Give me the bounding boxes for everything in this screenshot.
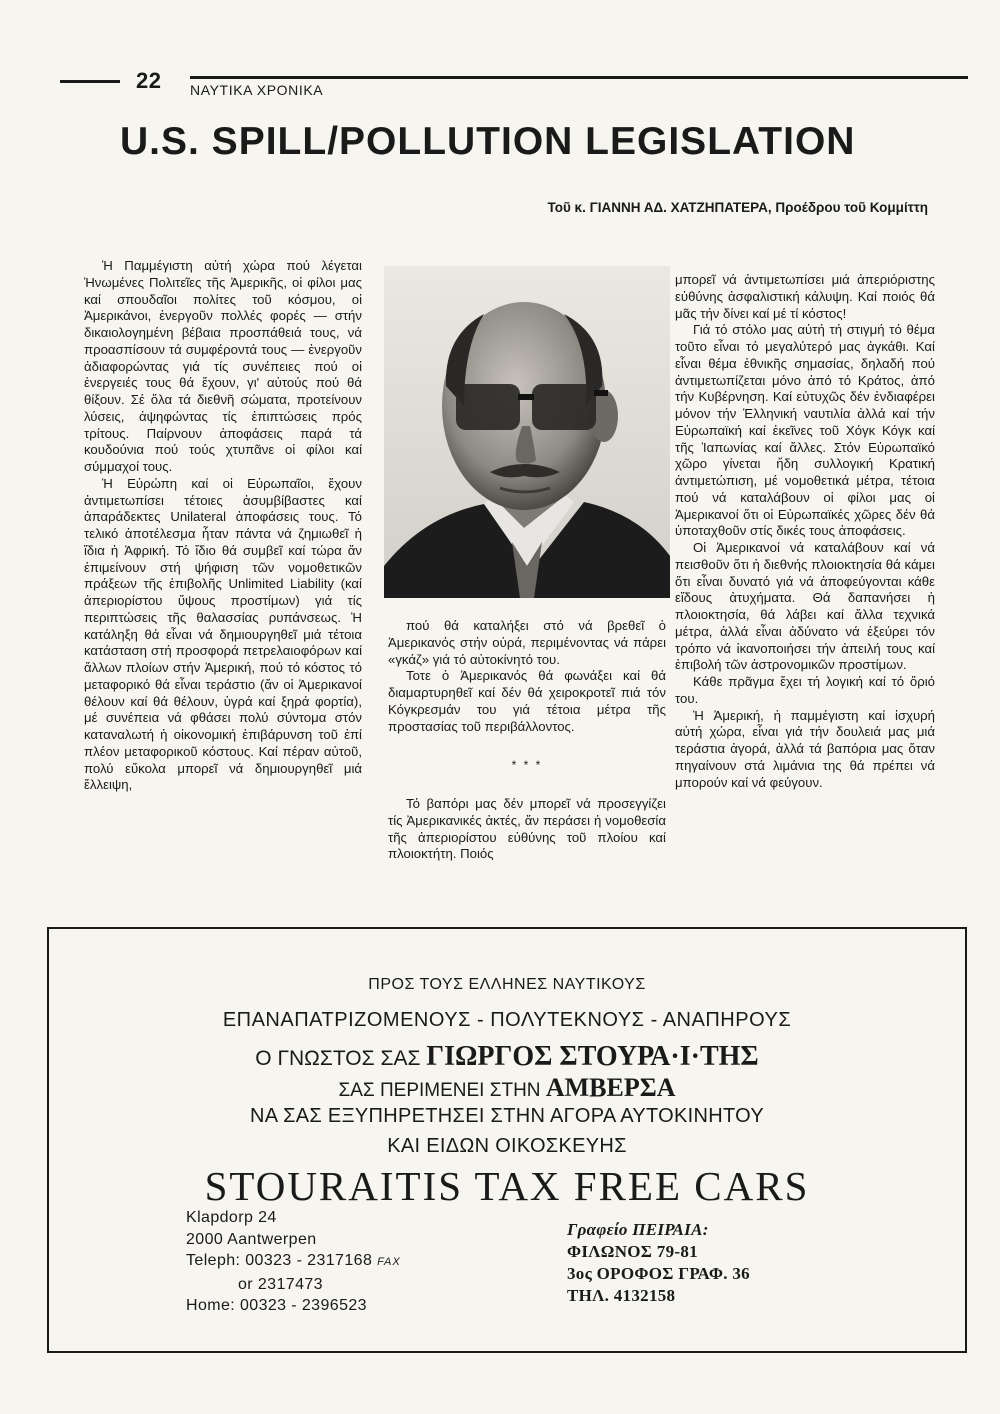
ad-office-phone: ΤΗΛ. 4132158 — [567, 1286, 676, 1305]
paragraph: Τοτε ὁ Ἀμερικανός θά φωνάξει καί θά διαμαρτυρηθεῖ καί δέν θά χειροκροτεῖ πιά τόν Κόγκρεσμάν του γιά τέτοια μέτρα τῆς προστασίας τοῦ περιβάλλοντος. — [388, 668, 666, 734]
ad-line-4 — [49, 1073, 965, 1103]
paragraph: Ἡ Παμμέγιστη αὐτή χώρα πού λέγεται Ἡνωμένες Πολιτεῖες τῆς Ἀμερικῆς, οἱ φίλοι μας καί σπουδαῖοι πολίτες τοῦ κόσμου, οἱ Ἀμερικάνοι, ἐνεργοῦν πολλές φορές — στήν δικαιολογημένη βέβαια προσπάθειά τους, νά προασπίσουν τά συμφέροντά τους — ἐνεργοῦν ἀδιαφορώντας γιά τίς συνέπειες πού οἱ ἐνεργειές τους θά ἔχουν, γι' αὐτούς πού θά θίξουν. Σέ ὅλα τά διεθνῆ σώματα, προτείνουν λύσεις, ἀψηφώντας τίς ἐπιπτώσεις πρός τρίτους. Παίρνουν ἀποφάσεις παρά τά κουδούνια πού τούς χτυπᾶνε οἱ φίλοι καί σύμμαχοί τους. — [84, 258, 362, 474]
ad-city-postcode: 2000 Aantwerpen — [186, 1230, 317, 1248]
ad-line-6: ΚΑΙ ΕΙΔΩΝ ΟΙΚΟΣΚΕΥΗΣ — [387, 1135, 627, 1157]
article-title: U.S. SPILL/POLLUTION LEGISLATION — [120, 120, 856, 163]
article-column-3 — [675, 272, 935, 791]
ad-line-5: ΝΑ ΣΑΣ ΕΞΥΠΗΡΕΤΗΣΕΙ ΣΤΗΝ ΑΓΟΡΑ ΑΥΤΟΚΙΝΗΤΟΥ — [249, 1105, 765, 1127]
author-portrait-photo — [384, 266, 670, 598]
paragraph: Τό βαπόρι μας δέν μπορεῖ νά προσεγγίζει τίς Ἀμερικανικές ἀκτές, ἄν περάσει ἡ νομοθεσία τῆς ἀπεριορίστου εὐθύνης τοῦ πλοίου καί πλοιοκτήτη. Ποιός — [388, 796, 666, 862]
advertisement-box — [47, 927, 967, 1353]
ad-phone-alt: or 2317473 — [238, 1275, 323, 1293]
page-number: 22 — [136, 68, 162, 93]
ad-line-3-prefix: Ο ΓΝΩΣΤΟΣ ΣΑΣ — [255, 1047, 421, 1070]
paragraph: Ἡ Ἀμερική, ἡ παμμέγιστη καί ἰσχυρή αὐτή χώρα, εἶναι γιά τήν δουλειά μας μιά τεράστια ἀγορά, ἀλλά τά βαπόρια μας ὅταν πηγαίνουν στά λιμάνια της θά πρέπει νά μπορούν καί νά φεύγουν. — [675, 707, 935, 790]
paragraph: Οἱ Ἀμερικανοί νά καταλάβουν καί νά πεισθοῦν ὅτι ἡ διεθνής πλοιοκτησία θά κάμει ὅτι εἶναι δυνατό γιά νά ἀποφεύγονται κάθε εἴδους ἀτυχήματα. Θά δαπανήσει ἡ πλοιοκτησία, θά λάβει καί ἄλλα τεχνικά μέτρα, ἀλλά εἶναι ἀδύνατο νά ἐξεύρει τόν τρόπο νά ἱκανοποιήσει τήν ἀπειλή τους καί ἐπιβολή τῶν ἀστρονομικῶν προστίμων. — [675, 540, 935, 673]
ad-antwerp-address — [186, 1207, 401, 1317]
ad-line-2: ΕΠΑΝΑΠΑΤΡΙΖΟΜΕΝΟΥΣ - ΠΟΛΥΤΕΚΝΟΥΣ - ΑΝΑΠΗΡΟΥΣ — [222, 1009, 792, 1031]
ad-brand-name: STOURAITIS TAX FREE CARS — [204, 1163, 810, 1209]
portrait-illustration — [384, 266, 670, 598]
ad-home-phone: Home: 00323 - 2396523 — [186, 1297, 367, 1314]
ad-phone-line — [186, 1250, 401, 1274]
paragraph: μπορεῖ νά ἀντιμετωπίσει μιά ἀπεριόριστης εὐθύνης ἀσφαλιστική κάλυψη. Καί ποιός θά μᾶς τήν δίνει καί μέ τί κόστος! — [675, 272, 935, 321]
paragraph: Ἡ Εὐρώπη καί οἱ Εὐρωπαῖοι, ἔχουν ἀντιμετωπίσει τέτοιες ἀσυμβίβαστες καί ἀπαράδεκτες Unilateral ἀποφάσεις τους. Τό τελικό ἀποτέλεσμα ἦταν πάντα νά ζημιωθεῖ ἡ ἴδια ἡ Ἀφρική. Τό ἴδιο θά συμβεῖ καί τώρα ἄν ἐπιμείνουν στή ψήφιση τῶν νομοθετικῶν πράξεων τῆς ἐπιβολῆς Unlimited Liability (καί ἀπεριορίστου ὕψους προστίμων) γιά τίς περιπτώσεις τῆς θαλασσίας ρυπάνσεως. Ἡ κατάληξη θά εἶναι νά δημιουργηθεῖ μιά τέτοια κατάσταση στή προσφορά πετρελαιοφόρων καί ἄλλων πλοίων στήν Ἀμερική, πού τό κόστος τό μεταφορικό θά εἶναι τεράστιο (ἄν οἱ Ἀμερικανοί θέλουν καί θά θέλουν, ὑγρά καί ξηρά φορτία), μέ συνέπεια νά φθάσει πολύ σύντομα στόν καταναλωτή ἡ οἰκονομική ἐπιβάρυνση τοῦ ἐπί πλέον μεταφορικοῦ κόστους. Καί πέραν αὐτοῦ, πολύ εὔκολα μπορεῖ νά δημιουργηθεῖ μιά ἔλλειψη, — [84, 475, 362, 793]
ad-line-4-prefix: ΣΑΣ ΠΕΡΙΜΕΝΕΙ ΣΤΗΝ — [338, 1080, 541, 1101]
article-column-1 — [84, 258, 362, 794]
ad-phone: Teleph: 00323 - 2317168 — [186, 1252, 373, 1269]
article-column-2 — [388, 618, 666, 863]
header-rule-left — [60, 80, 120, 83]
ad-city: ΑΜΒΕΡΣΑ — [545, 1073, 676, 1102]
paragraph: Κάθε πρᾶγμα ἔχει τή λογική καί τό ὅριό του. — [675, 674, 935, 706]
ad-street: Klapdorp 24 — [186, 1209, 277, 1226]
ad-dealer-name: ΓΙΩΡΓΟΣ ΣΤΟΥΡΑ·Ι·ΤΗΣ — [426, 1041, 759, 1072]
header-rule-right — [190, 76, 968, 79]
paragraph: πού θά καταλήξει στό νά βρεθεῖ ὁ Ἀμερικανός στήν οὐρά, περιμένοντας νά πάρει «γκάζ» γιά τό αὐτοκίνητό του. — [388, 618, 666, 667]
ad-line-3 — [49, 1041, 965, 1073]
ad-line-1: ΠΡΟΣ ΤΟΥΣ ΕΛΛΗΝΕΣ ΝΑΥΤΙΚΟΥΣ — [368, 976, 646, 993]
paragraph: Γιά τό στόλο μας αὐτή τή στιγμή τό θέμα τοῦτο εἶναι τό μεγαλύτερό μας ἀγκάθι. Καί εἶναι θέμα ἐθνικῆς σημασίας, δηλαδή πού ἀντιμετωπίζεται μόνο ἀπό τό Κράτος, ἀπό τήν Κυβέρνηση. Καί εὐτυχῶς δέν ἐνδιαφέρει μόνον τήν Ἑλληνική ναυτιλία ἀλλά καί τήν Εὐρωπαϊκή καί ἐκεῖνες τοῦ Χόγκ Κόγκ καί τῆς Ἰαπωνίας καί ἄλλες. Στόν Εὐρωπαϊκό χῶρο γίνεται ἤδη συλλογική Κρατική ἀντιμετώπιση, μέ νομοθετικά μέτρα, τέτοια πού νά καταλάβουν οἱ φίλοι μας οἱ Ἀμερικανοί ὅτι οἱ Εὐρωπαϊκές χῶρες δέν θά ὑποταχθοῦν στίς δικές τους ἀποφάσεις. — [675, 322, 935, 539]
ad-office-floor: 3ος ΟΡΟΦΟΣ ΓΡΑΦ. 36 — [567, 1264, 750, 1283]
magazine-name: ΝΑΥΤΙΚΑ ΧΡΟΝΙΚΑ — [190, 82, 324, 98]
ad-office-title: Γραφείο ΠΕΙΡΑΙΑ: — [567, 1220, 709, 1239]
ad-piraeus-office — [567, 1219, 750, 1307]
article-byline: Τοῦ κ. ΓΙΑΝΝΗ ΑΔ. ΧΑΤΖΗΠΑΤΕΡΑ, Προέδρου τοῦ Κομμίττη — [547, 200, 928, 215]
ad-office-street: ΦΙΛΩΝΟΣ 79-81 — [567, 1242, 698, 1261]
ad-fax-label: FAX — [377, 1256, 401, 1268]
section-separator: * * * — [511, 758, 543, 773]
